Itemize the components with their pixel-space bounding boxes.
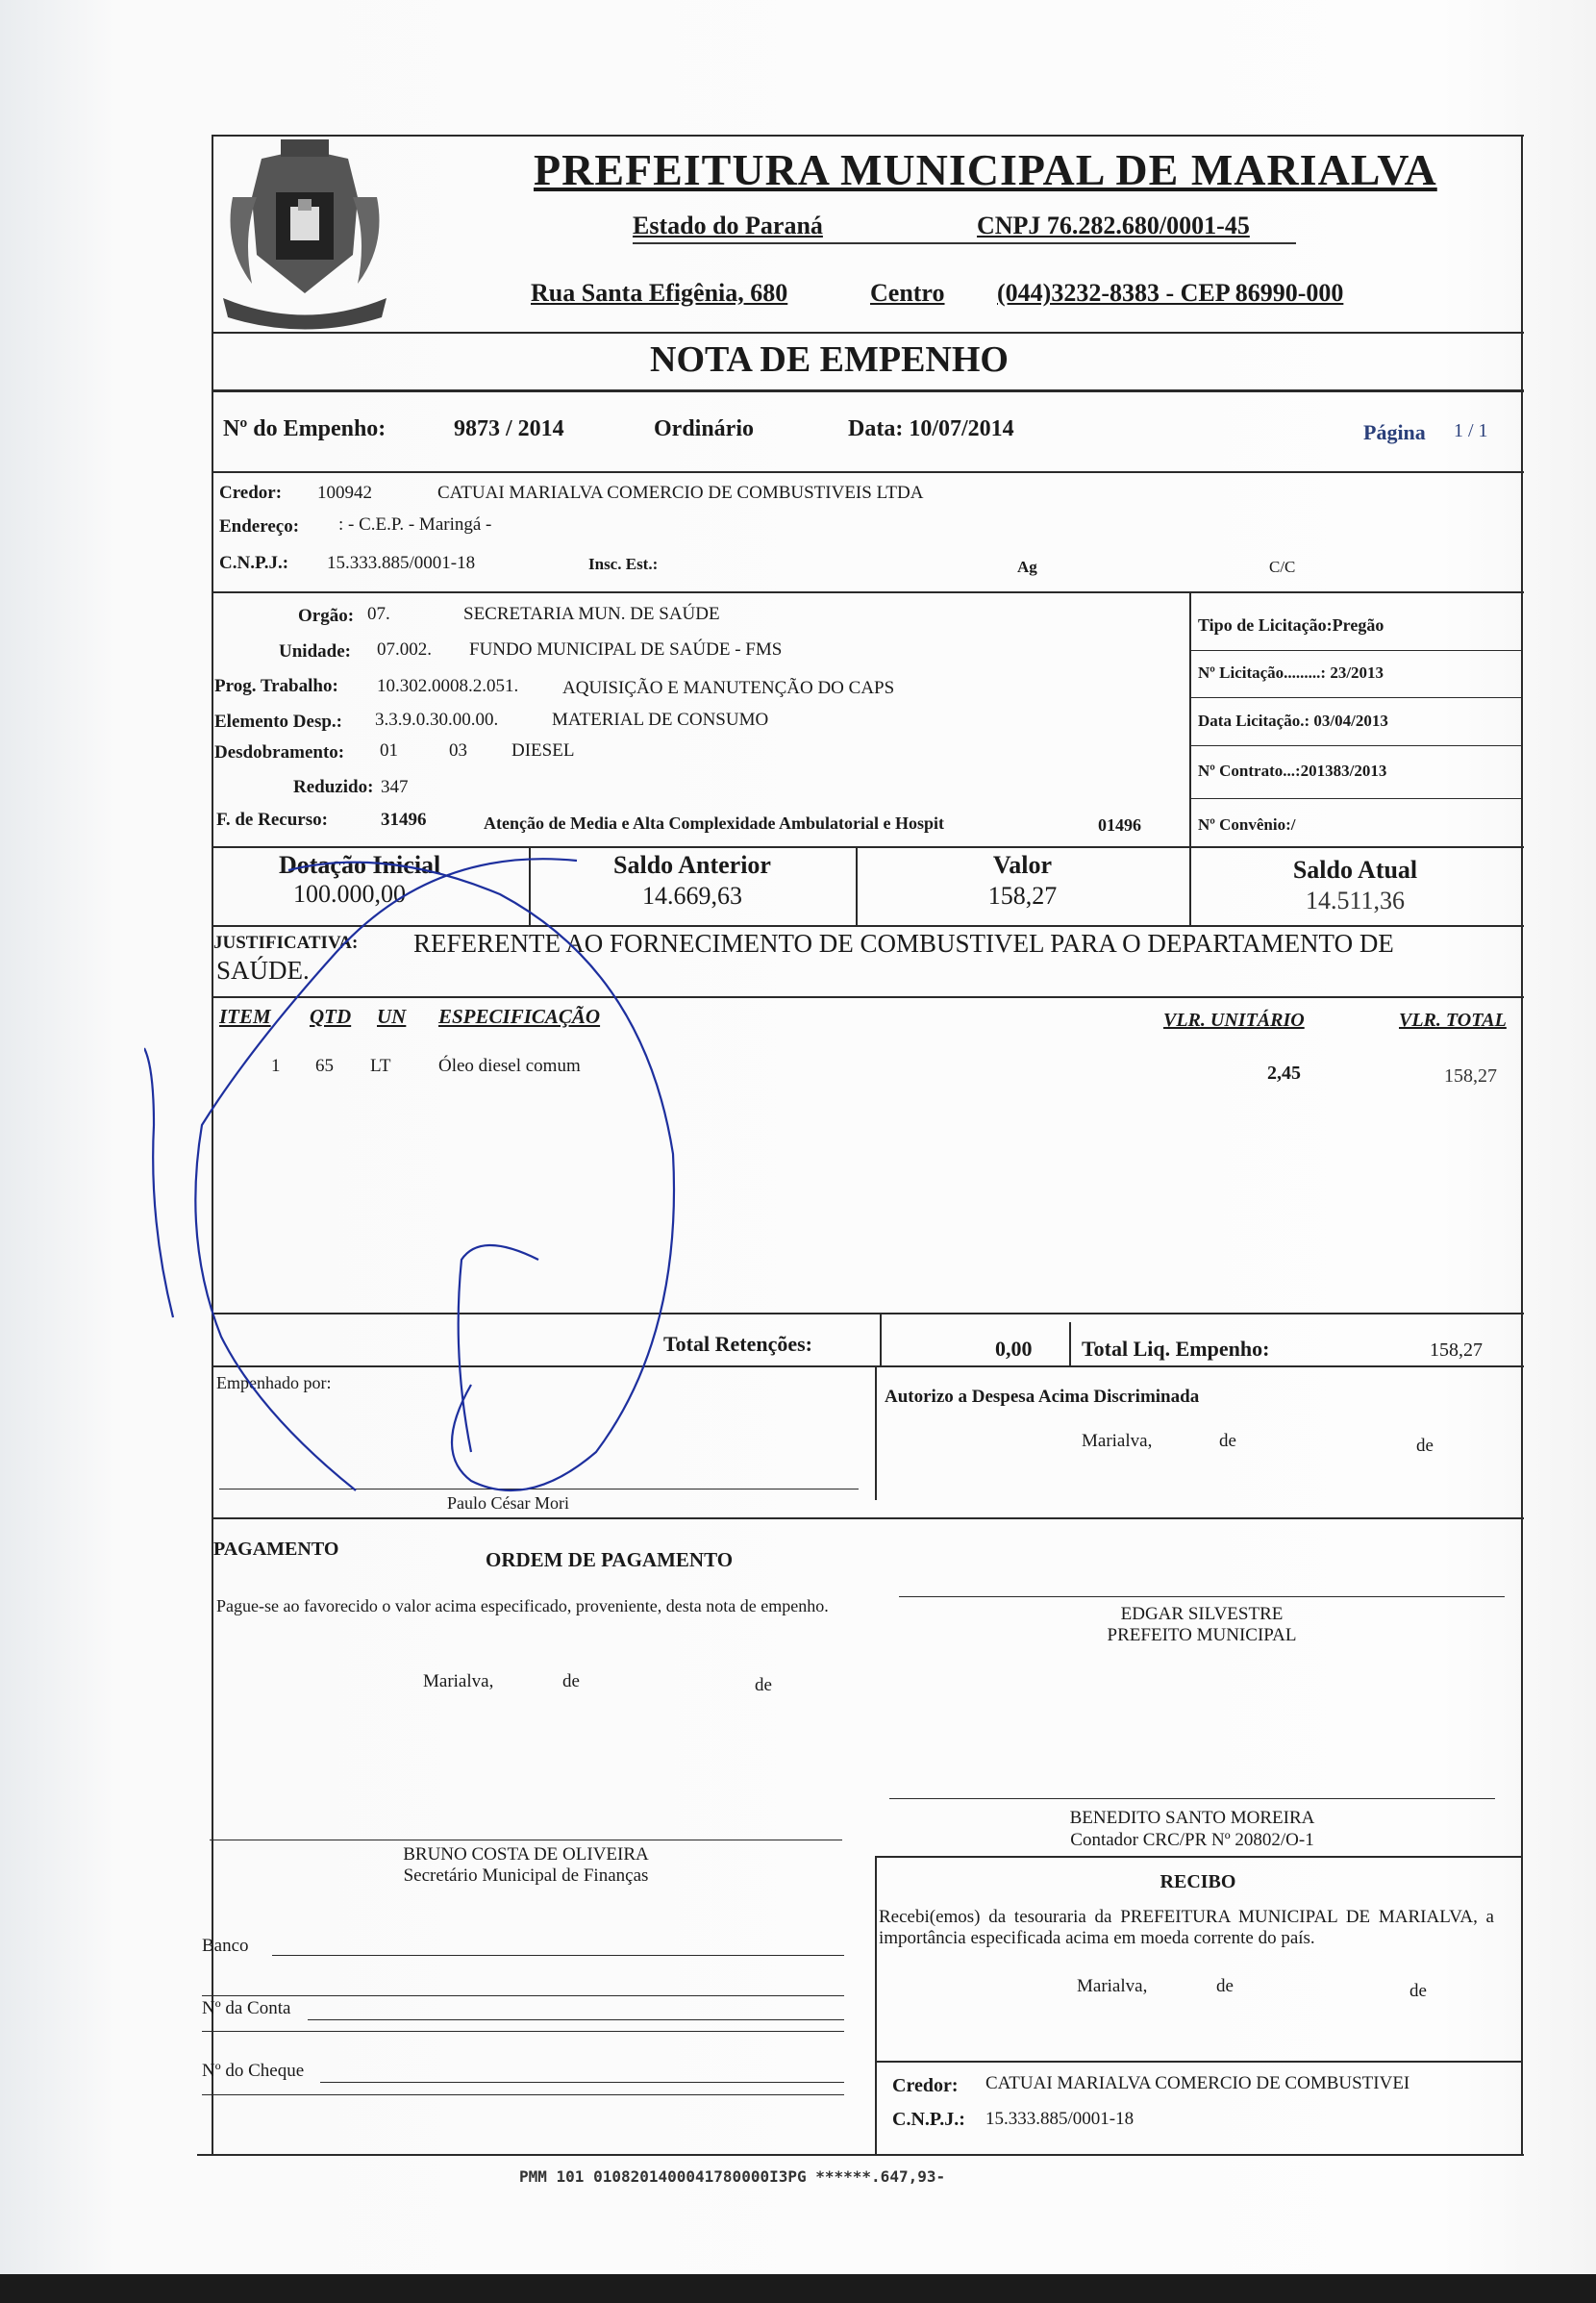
cheque-line bbox=[320, 2082, 844, 2083]
valor-label: Valor bbox=[992, 851, 1053, 879]
autorizo-place: Marialva, bbox=[1082, 1431, 1153, 1451]
desdobramento-label: Desdobramento: bbox=[214, 742, 345, 763]
recibo-title: RECIBO bbox=[1160, 1871, 1236, 1892]
credor-bottom-line bbox=[212, 591, 1524, 593]
ordem-pagamento-label: ORDEM DE PAGAMENTO bbox=[486, 1548, 734, 1571]
valor-value: 158,27 bbox=[987, 882, 1058, 910]
unidade-label: Unidade: bbox=[279, 641, 351, 662]
empenho-type: Ordinário bbox=[654, 416, 755, 441]
cheque-label: Nº do Cheque bbox=[202, 2061, 305, 2081]
saldo-atual-value: 14.511,36 bbox=[1305, 887, 1406, 914]
empenho-number-label: Nº do Empenho: bbox=[223, 416, 387, 441]
lic-line-3 bbox=[1189, 745, 1521, 746]
prefeito-role: PREFEITO MUNICIPAL bbox=[1107, 1625, 1297, 1645]
autorizo-text: Autorizo a Despesa Acima Discriminada bbox=[885, 1387, 1200, 1407]
desdobramento-a: 01 bbox=[380, 740, 398, 761]
page-value: 1 / 1 bbox=[1454, 420, 1488, 441]
state-underline bbox=[633, 242, 1296, 244]
recibo-text: Recebi(emos) da tesouraria da PREFEITURA MUNICIPAL DE MARIALVA, a importância especificada acima em moeda corrente do país. bbox=[879, 1907, 1494, 1948]
elemento-label: Elemento Desp.: bbox=[214, 712, 342, 732]
document-title: NOTA DE EMPENHO bbox=[650, 339, 1009, 380]
reduzido-value: 347 bbox=[381, 777, 409, 797]
total-retencoes-value: 0,00 bbox=[995, 1337, 1033, 1361]
reduzido-label: Reduzido: bbox=[293, 777, 374, 797]
prefeito-name: EDGAR SILVESTRE bbox=[1120, 1604, 1284, 1624]
col-qtd: QTD bbox=[310, 1005, 352, 1028]
dotacao-bottom-line bbox=[212, 846, 1524, 848]
justificativa-line-2: SAÚDE. bbox=[216, 956, 310, 985]
lic-line-4 bbox=[1189, 798, 1521, 799]
licitacao-divider bbox=[1189, 591, 1191, 846]
banco-line bbox=[272, 1955, 844, 1956]
credor-code: 100942 bbox=[317, 483, 372, 503]
recibo-credor-line bbox=[875, 2061, 1521, 2063]
desdobramento-b: 03 bbox=[449, 740, 467, 761]
orgao-label: Orgão: bbox=[298, 606, 355, 626]
total-retencoes-label: Total Retenções: bbox=[663, 1332, 812, 1356]
convenio-numero: Nº Convênio:/ bbox=[1198, 815, 1296, 834]
street-address: Rua Santa Efigênia, 680 bbox=[531, 279, 788, 307]
pagamento-de-1: de bbox=[562, 1671, 580, 1691]
elemento-name: MATERIAL DE CONSUMO bbox=[552, 710, 769, 730]
contador-role: Contador CRC/PR Nº 20802/O-1 bbox=[1070, 1830, 1314, 1850]
dotacao-inicial-label: Dotação Inicial bbox=[279, 851, 441, 879]
recurso-label: F. de Recurso: bbox=[216, 810, 328, 830]
recurso-code: 31496 bbox=[381, 810, 427, 830]
row-un: LT bbox=[370, 1056, 391, 1076]
empenho-number: 9873 / 2014 bbox=[454, 416, 564, 441]
justificativa-label: JUSTIFICATIVA: bbox=[213, 933, 359, 953]
unidade-code: 07.002. bbox=[377, 639, 432, 660]
account-label: C/C bbox=[1269, 558, 1296, 576]
col-item: ITEM bbox=[219, 1005, 271, 1028]
justificativa-bottom-line bbox=[212, 996, 1524, 998]
items-bottom-line bbox=[212, 1313, 1524, 1314]
conta-label: Nº da Conta bbox=[202, 1998, 291, 2018]
recibo-divider bbox=[875, 1856, 877, 2154]
agency-label: Ag bbox=[1017, 558, 1037, 576]
licitacao-data: Data Licitação.: 03/04/2013 bbox=[1198, 712, 1388, 730]
pagamento-place: Marialva, bbox=[423, 1671, 494, 1691]
recurso-name: Atenção de Media e Alta Complexidade Ambulatorial e Hospit bbox=[484, 814, 944, 833]
row-vlr-unitario: 2,45 bbox=[1267, 1063, 1301, 1084]
district: Centro bbox=[870, 279, 945, 307]
saldo-anterior-value: 14.669,63 bbox=[642, 882, 742, 910]
credor-label: Credor: bbox=[219, 483, 283, 503]
frame-bottom bbox=[197, 2154, 1524, 2156]
licitacao-tipo: Tipo de Licitação:Pregão bbox=[1198, 615, 1384, 635]
banco-label: Banco bbox=[202, 1936, 249, 1956]
row-especificacao: Óleo diesel comum bbox=[438, 1056, 581, 1076]
totals-bottom-line bbox=[212, 1365, 1524, 1367]
justificativa-line-1: REFERENTE AO FORNECIMENTO DE COMBUSTIVEL PARA O DEPARTAMENTO DE bbox=[413, 929, 1394, 958]
recibo-de-1: de bbox=[1216, 1976, 1234, 1996]
contador-name: BENEDITO SANTO MOREIRA bbox=[1069, 1808, 1315, 1828]
header-bottom-line bbox=[212, 332, 1524, 334]
cnpj-label: C.N.P.J.: bbox=[219, 553, 289, 573]
elemento-code: 3.3.9.0.30.00.00. bbox=[375, 710, 499, 730]
frame-top bbox=[212, 135, 1524, 137]
dotacao-inicial-value: 100.000,00 bbox=[293, 880, 406, 908]
totals-div-1 bbox=[880, 1313, 882, 1365]
frame-right bbox=[1521, 135, 1523, 2154]
coat-of-arms-logo bbox=[213, 139, 396, 332]
col-un: UN bbox=[377, 1005, 407, 1028]
recibo-credor-label: Credor: bbox=[892, 2075, 959, 2096]
empenho-date: Data: 10/07/2014 bbox=[848, 416, 1014, 441]
recurso-code-2: 01496 bbox=[1098, 815, 1141, 835]
insc-est-label: Insc. Est.: bbox=[588, 555, 659, 573]
prefeito-signature-line bbox=[899, 1596, 1505, 1597]
total-liq-label: Total Liq. Empenho: bbox=[1082, 1337, 1270, 1361]
unidade-name: FUNDO MUNICIPAL DE SAÚDE - FMS bbox=[469, 639, 783, 660]
desdobramento-name: DIESEL bbox=[511, 740, 575, 761]
pagamento-de-2: de bbox=[755, 1675, 772, 1695]
autorizo-de-1: de bbox=[1219, 1431, 1236, 1451]
row-vlr-total: 158,27 bbox=[1444, 1065, 1497, 1087]
title-bottom-line bbox=[212, 389, 1524, 392]
state-name: Estado do Paraná bbox=[633, 212, 823, 239]
prog-trabalho-code: 10.302.0008.2.051. bbox=[377, 676, 519, 696]
municipality-title: PREFEITURA MUNICIPAL DE MARIALVA bbox=[534, 145, 1437, 194]
licitacao-numero: Nº Licitação.........: 23/2013 bbox=[1198, 663, 1384, 682]
bank-stamp: PMM 101 0108201400041780000I3PG ******.647,93- bbox=[519, 2167, 946, 2186]
phone-cep: (044)3232-8383 - CEP 86990-000 bbox=[997, 279, 1344, 307]
autorizo-divider bbox=[875, 1365, 877, 1500]
saldo-anterior-label: Saldo Anterior bbox=[613, 851, 771, 879]
orgao-code: 07. bbox=[367, 604, 390, 624]
contador-signature-line bbox=[889, 1798, 1495, 1799]
cheque-line-2 bbox=[202, 2094, 844, 2095]
col-vlr-unitario: VLR. UNITÁRIO bbox=[1163, 1010, 1305, 1031]
prog-trabalho-name: AQUISIÇÃO E MANUTENÇÃO DO CAPS bbox=[562, 678, 895, 698]
prog-trabalho-label: Prog. Trabalho: bbox=[214, 676, 338, 696]
empenhado-bottom-line bbox=[212, 1517, 1524, 1519]
empenho-row-line bbox=[212, 471, 1524, 473]
col-vlr-total: VLR. TOTAL bbox=[1399, 1010, 1507, 1031]
autorizo-de-2: de bbox=[1416, 1436, 1434, 1456]
conta-line-2 bbox=[202, 2031, 844, 2032]
secretario-role: Secretário Municipal de Finanças bbox=[403, 1865, 649, 1886]
address-value: : - C.E.P. - Maringá - bbox=[338, 514, 492, 535]
recibo-top-line bbox=[875, 1856, 1521, 1858]
row-item: 1 bbox=[271, 1056, 281, 1076]
pagamento-label: PAGAMENTO bbox=[213, 1539, 339, 1560]
saldo-atual-label: Saldo Atual bbox=[1292, 856, 1418, 884]
lic-line-2 bbox=[1189, 697, 1521, 698]
credor-name: CATUAI MARIALVA COMERCIO DE COMBUSTIVEIS LTDA bbox=[437, 483, 924, 503]
scan-bottom-band bbox=[0, 2274, 1596, 2303]
banco-line-2 bbox=[202, 1995, 844, 1996]
recibo-de-2: de bbox=[1409, 1981, 1427, 2001]
orgao-name: SECRETARIA MUN. DE SAÚDE bbox=[463, 604, 720, 624]
address-label: Endereço: bbox=[219, 516, 300, 537]
pagamento-text: Pague-se ao favorecido o valor acima especificado, proveniente, desta nota de empenho. bbox=[216, 1596, 829, 1615]
lic-line-1 bbox=[1189, 650, 1521, 651]
empenhado-por-label: Empenhado por: bbox=[216, 1373, 332, 1392]
totals-div-2 bbox=[1069, 1322, 1071, 1365]
cnpj-value: 15.333.885/0001-18 bbox=[327, 553, 476, 573]
recibo-cnpj-label: C.N.P.J.: bbox=[892, 2109, 965, 2130]
empenhado-name: Paulo César Mori bbox=[447, 1493, 569, 1513]
page-label: Página bbox=[1363, 420, 1426, 444]
saldos-bottom-line bbox=[212, 925, 1524, 927]
secretario-name: BRUNO COSTA DE OLIVEIRA bbox=[403, 1844, 649, 1865]
contrato-numero: Nº Contrato...:201383/2013 bbox=[1198, 762, 1387, 780]
recibo-place: Marialva, bbox=[1077, 1976, 1148, 1996]
conta-line bbox=[308, 2019, 844, 2020]
total-liq-value: 158,27 bbox=[1430, 1339, 1483, 1361]
row-qtd: 65 bbox=[315, 1056, 334, 1076]
recibo-cnpj-value: 15.333.885/0001-18 bbox=[985, 2109, 1135, 2129]
recibo-credor-name: CATUAI MARIALVA COMERCIO DE COMBUSTIVEI bbox=[985, 2073, 1410, 2093]
cnpj-header: CNPJ 76.282.680/0001-45 bbox=[977, 212, 1250, 239]
col-especificacao: ESPECIFICAÇÃO bbox=[438, 1005, 601, 1028]
